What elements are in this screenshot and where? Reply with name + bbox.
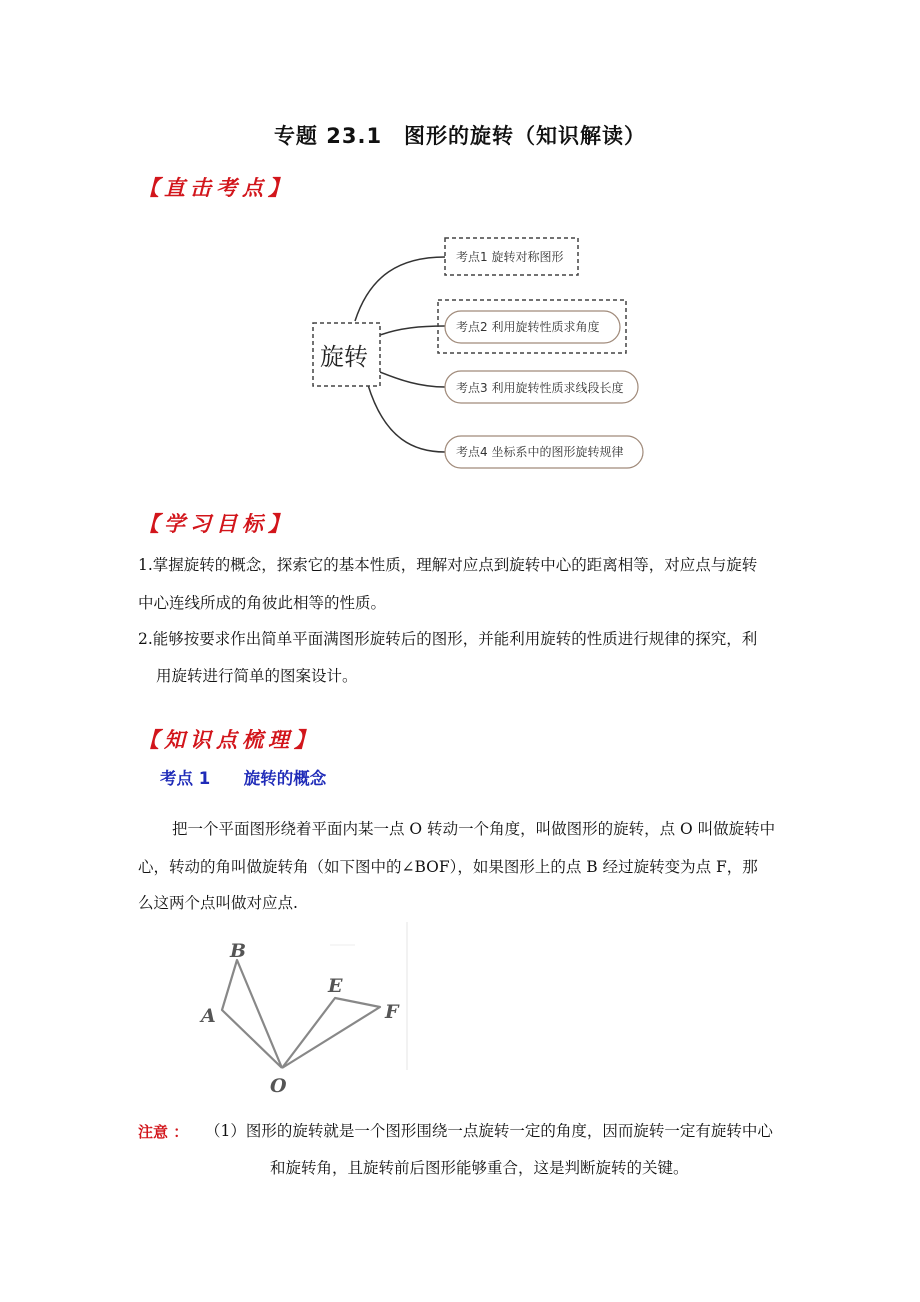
mind-connector-2 — [380, 326, 445, 335]
goal-2-line-1: 2.能够按要求作出简单平面满图形旋转后的图形，并能利用旋转的性质进行规律的探究，利 — [138, 630, 758, 648]
mind-center-label: 旋转 — [320, 343, 368, 371]
mind-connector-1 — [355, 257, 445, 321]
mind-connector-3 — [380, 372, 445, 387]
triangle-eof — [282, 998, 380, 1068]
note-line-1: （1）图形的旋转就是一个图形围绕一点旋转一定的角度，因而旋转一定有旋转中心 — [205, 1122, 773, 1140]
rotation-figure — [190, 920, 420, 1100]
goal-1-line-1: 1.掌握旋转的概念，探索它的基本性质，理解对应点到旋转中心的距离相等，对应点与旋转 — [138, 556, 758, 574]
section-heading-goals: 【学习目标】 — [138, 511, 294, 536]
mind-node-3-label: 考点3 利用旋转性质求线段长度 — [456, 381, 624, 395]
mind-node-1-label: 考点1 旋转对称图形 — [456, 250, 564, 264]
page-title: 专题 23.1 图形的旋转（知识解读） — [273, 124, 647, 148]
note-label: 注意 ： — [138, 1123, 189, 1141]
topic-1-para-line-2: 心，转动的角叫做旋转角（如下图中的∠BOF），如果图形上的点 B 经过旋转变为点 F，那 — [138, 858, 758, 876]
label-b: B — [230, 940, 247, 962]
label-f: F — [385, 1001, 399, 1023]
label-e: E — [328, 975, 343, 997]
label-a: A — [201, 1005, 216, 1027]
note-line-2: 和旋转角，且旋转前后图形能够重合，这是判断旋转的关键。 — [270, 1159, 689, 1177]
topic-1-heading — [160, 765, 326, 789]
goal-2-line-2: 用旋转进行简单的图案设计。 — [156, 667, 358, 685]
mind-connector-4 — [368, 385, 445, 452]
topic-1-name: 旋转的概念 — [243, 769, 327, 788]
topic-1-number: 考点 1 — [160, 769, 211, 788]
section-heading-knowledge: 【知识点梳理】 — [138, 727, 320, 752]
mind-node-2-label: 考点2 利用旋转性质求角度 — [456, 320, 600, 334]
section-heading-direct: 【直击考点】 — [138, 175, 294, 200]
topic-1-para-line-1: 把一个平面图形绕着平面内某一点 O 转动一个角度，叫做图形的旋转，点 O 叫做旋转中 — [172, 820, 776, 838]
goal-1-line-2: 中心连线所成的角彼此相等的性质。 — [138, 594, 387, 612]
topic-1-para-line-3: 么这两个点叫做对应点. — [138, 894, 298, 912]
triangle-aob — [222, 960, 282, 1068]
mind-node-4-label: 考点4 坐标系中的图形旋转规律 — [456, 445, 624, 459]
label-o: O — [270, 1075, 287, 1097]
